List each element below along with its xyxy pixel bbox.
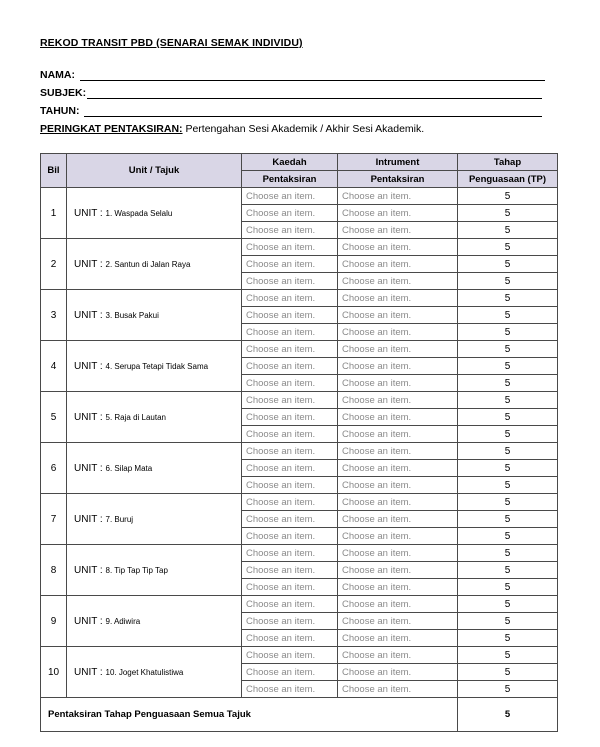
kaedah-dropdown[interactable]: Choose an item.: [242, 664, 338, 681]
unit-title-cell: [67, 494, 242, 545]
unit-prefix: UNIT :: [74, 309, 103, 321]
kaedah-dropdown[interactable]: Choose an item.: [242, 205, 338, 222]
unit-title: 2. Santun di Jalan Raya: [105, 259, 191, 269]
tp-value: 5: [458, 460, 558, 477]
kaedah-dropdown[interactable]: Choose an item.: [242, 358, 338, 375]
tp-value: 5: [458, 375, 558, 392]
tp-value: 5: [458, 392, 558, 409]
tp-value: 5: [458, 290, 558, 307]
unit-title-cell: [67, 443, 242, 494]
instrument-dropdown[interactable]: Choose an item.: [338, 324, 458, 341]
unit-number: 1: [41, 188, 67, 239]
unit-title: 6. Silap Mata: [105, 463, 153, 473]
unit-number: 3: [41, 290, 67, 341]
tp-value: 5: [458, 528, 558, 545]
summary-label: Pentaksiran Tahap Penguasaan Semua Tajuk: [41, 698, 458, 732]
table-row: [41, 239, 558, 256]
unit-title: 1. Waspada Selalu: [105, 208, 173, 218]
peringkat-value: Pertengahan Sesi Akademik / Akhir Sesi Akademik.: [182, 123, 425, 135]
unit-number: 6: [41, 443, 67, 494]
instrument-dropdown[interactable]: Choose an item.: [338, 477, 458, 494]
unit-title-cell: [67, 188, 242, 239]
unit-title-cell: [67, 392, 242, 443]
tp-value: 5: [458, 664, 558, 681]
tp-value: 5: [458, 545, 558, 562]
tp-value: 5: [458, 239, 558, 256]
kaedah-dropdown[interactable]: Choose an item.: [242, 290, 338, 307]
unit-prefix: UNIT :: [74, 207, 103, 219]
unit-title-cell: [67, 647, 242, 698]
kaedah-dropdown[interactable]: Choose an item.: [242, 545, 338, 562]
unit-prefix: UNIT :: [74, 462, 103, 474]
unit-number: 4: [41, 341, 67, 392]
nama-label: NAMA:: [40, 69, 75, 81]
tp-value: 5: [458, 562, 558, 579]
instrument-dropdown[interactable]: Choose an item.: [338, 511, 458, 528]
unit-number: 10: [41, 647, 67, 698]
table-row: [41, 443, 558, 460]
unit-prefix: UNIT :: [74, 513, 103, 525]
instrument-dropdown[interactable]: Choose an item.: [338, 579, 458, 596]
kaedah-dropdown[interactable]: Choose an item.: [242, 256, 338, 273]
instrument-dropdown[interactable]: Choose an item.: [338, 290, 458, 307]
unit-prefix: UNIT :: [74, 258, 103, 270]
unit-title: 9. Adiwira: [105, 616, 141, 626]
kaedah-dropdown[interactable]: Choose an item.: [242, 460, 338, 477]
table-row: [41, 392, 558, 409]
peringkat-line: [40, 123, 424, 135]
subjek-input-line[interactable]: [87, 98, 542, 99]
col-header-kaedah-1: Kaedah: [242, 154, 338, 171]
unit-title: 4. Serupa Tetapi Tidak Sama: [105, 361, 209, 371]
kaedah-dropdown[interactable]: Choose an item.: [242, 324, 338, 341]
kaedah-dropdown[interactable]: Choose an item.: [242, 647, 338, 664]
unit-prefix: UNIT :: [74, 615, 103, 627]
tp-value: 5: [458, 477, 558, 494]
tp-value: 5: [458, 511, 558, 528]
tp-value: 5: [458, 273, 558, 290]
transit-table: [40, 153, 558, 732]
instrument-dropdown[interactable]: Choose an item.: [338, 596, 458, 613]
instrument-dropdown[interactable]: Choose an item.: [338, 426, 458, 443]
instrument-dropdown[interactable]: Choose an item.: [338, 222, 458, 239]
unit-number: 7: [41, 494, 67, 545]
col-header-bil: Bil: [41, 154, 67, 188]
subjek-label: SUBJEK:: [40, 87, 87, 99]
unit-title: 5. Raja di Lautan: [105, 412, 166, 422]
kaedah-dropdown[interactable]: Choose an item.: [242, 222, 338, 239]
instrument-dropdown[interactable]: Choose an item.: [338, 443, 458, 460]
tp-value: 5: [458, 613, 558, 630]
instrument-dropdown[interactable]: Choose an item.: [338, 256, 458, 273]
instrument-dropdown[interactable]: Choose an item.: [338, 494, 458, 511]
unit-number: 5: [41, 392, 67, 443]
instrument-dropdown[interactable]: Choose an item.: [338, 460, 458, 477]
table-row: [41, 341, 558, 358]
unit-rows: [41, 188, 558, 698]
kaedah-dropdown[interactable]: Choose an item.: [242, 579, 338, 596]
tp-value: 5: [458, 188, 558, 205]
unit-number: 9: [41, 596, 67, 647]
instrument-dropdown[interactable]: Choose an item.: [338, 205, 458, 222]
kaedah-dropdown[interactable]: Choose an item.: [242, 562, 338, 579]
tp-value: 5: [458, 341, 558, 358]
nama-input-line[interactable]: [80, 80, 545, 81]
tahun-label: TAHUN:: [40, 105, 80, 117]
unit-title-cell: [67, 341, 242, 392]
col-header-kaedah-2: Pentaksiran: [242, 171, 338, 188]
tahun-input-line[interactable]: [84, 116, 542, 117]
instrument-dropdown[interactable]: Choose an item.: [338, 664, 458, 681]
table-row: [41, 647, 558, 664]
document-title: REKOD TRANSIT PBD (SENARAI SEMAK INDIVIDU): [40, 37, 303, 49]
instrument-dropdown[interactable]: Choose an item.: [338, 341, 458, 358]
unit-number: 2: [41, 239, 67, 290]
kaedah-dropdown[interactable]: Choose an item.: [242, 426, 338, 443]
summary-value: 5: [458, 698, 558, 732]
unit-title-cell: [67, 290, 242, 341]
peringkat-label: PERINGKAT PENTAKSIRAN:: [40, 123, 183, 135]
kaedah-dropdown[interactable]: Choose an item.: [242, 375, 338, 392]
tp-value: 5: [458, 409, 558, 426]
kaedah-dropdown[interactable]: Choose an item.: [242, 341, 338, 358]
tp-value: 5: [458, 681, 558, 698]
table-row: [41, 596, 558, 613]
instrument-dropdown[interactable]: Choose an item.: [338, 562, 458, 579]
instrument-dropdown[interactable]: Choose an item.: [338, 528, 458, 545]
kaedah-dropdown[interactable]: Choose an item.: [242, 477, 338, 494]
unit-title: 8. Tip Tap Tip Tap: [105, 565, 168, 575]
table-row: [41, 188, 558, 205]
tp-value: 5: [458, 494, 558, 511]
tp-value: 5: [458, 579, 558, 596]
kaedah-dropdown[interactable]: Choose an item.: [242, 511, 338, 528]
kaedah-dropdown[interactable]: Choose an item.: [242, 681, 338, 698]
instrument-dropdown[interactable]: Choose an item.: [338, 545, 458, 562]
subjek-field: [40, 87, 86, 99]
kaedah-dropdown[interactable]: Choose an item.: [242, 596, 338, 613]
kaedah-dropdown[interactable]: Choose an item.: [242, 188, 338, 205]
instrument-dropdown[interactable]: Choose an item.: [338, 358, 458, 375]
unit-title: 3. Busak Pakui: [105, 310, 159, 320]
instrument-dropdown[interactable]: Choose an item.: [338, 630, 458, 647]
instrument-dropdown[interactable]: Choose an item.: [338, 188, 458, 205]
nama-field: [40, 69, 75, 81]
unit-title: 7. Buruj: [105, 514, 134, 524]
table-row: [41, 494, 558, 511]
kaedah-dropdown[interactable]: Choose an item.: [242, 613, 338, 630]
tp-value: 5: [458, 358, 558, 375]
instrument-dropdown[interactable]: Choose an item.: [338, 392, 458, 409]
kaedah-dropdown[interactable]: Choose an item.: [242, 307, 338, 324]
instrument-dropdown[interactable]: Choose an item.: [338, 307, 458, 324]
table-row: [41, 545, 558, 562]
instrument-dropdown[interactable]: Choose an item.: [338, 239, 458, 256]
col-header-tahap-2: Penguasaan (TP): [458, 171, 558, 188]
kaedah-dropdown[interactable]: Choose an item.: [242, 239, 338, 256]
tahun-field: [40, 105, 79, 117]
unit-prefix: UNIT :: [74, 564, 103, 576]
tp-value: 5: [458, 426, 558, 443]
col-header-instrument-2: Pentaksiran: [338, 171, 458, 188]
kaedah-dropdown[interactable]: Choose an item.: [242, 392, 338, 409]
col-header-unit: Unit / Tajuk: [67, 154, 242, 188]
col-header-tahap-1: Tahap: [458, 154, 558, 171]
kaedah-dropdown[interactable]: Choose an item.: [242, 409, 338, 426]
tp-value: 5: [458, 324, 558, 341]
tp-value: 5: [458, 222, 558, 239]
tp-value: 5: [458, 630, 558, 647]
tp-value: 5: [458, 443, 558, 460]
table-row: [41, 290, 558, 307]
instrument-dropdown[interactable]: Choose an item.: [338, 681, 458, 698]
kaedah-dropdown[interactable]: Choose an item.: [242, 528, 338, 545]
tp-value: 5: [458, 307, 558, 324]
tp-value: 5: [458, 256, 558, 273]
tp-value: 5: [458, 205, 558, 222]
kaedah-dropdown[interactable]: Choose an item.: [242, 494, 338, 511]
tp-value: 5: [458, 596, 558, 613]
tp-value: 5: [458, 647, 558, 664]
instrument-dropdown[interactable]: Choose an item.: [338, 375, 458, 392]
summary-row: [41, 698, 558, 732]
instrument-dropdown[interactable]: Choose an item.: [338, 273, 458, 290]
kaedah-dropdown[interactable]: Choose an item.: [242, 443, 338, 460]
unit-number: 8: [41, 545, 67, 596]
unit-title: 10. Joget Khatulistiwa: [105, 667, 184, 677]
unit-title-cell: [67, 239, 242, 290]
unit-title-cell: [67, 545, 242, 596]
instrument-dropdown[interactable]: Choose an item.: [338, 647, 458, 664]
instrument-dropdown[interactable]: Choose an item.: [338, 613, 458, 630]
unit-prefix: UNIT :: [74, 411, 103, 423]
unit-title-cell: [67, 596, 242, 647]
col-header-instrument-1: Intrument: [338, 154, 458, 171]
instrument-dropdown[interactable]: Choose an item.: [338, 409, 458, 426]
kaedah-dropdown[interactable]: Choose an item.: [242, 630, 338, 647]
kaedah-dropdown[interactable]: Choose an item.: [242, 273, 338, 290]
unit-prefix: UNIT :: [74, 666, 103, 678]
unit-prefix: UNIT :: [74, 360, 103, 372]
